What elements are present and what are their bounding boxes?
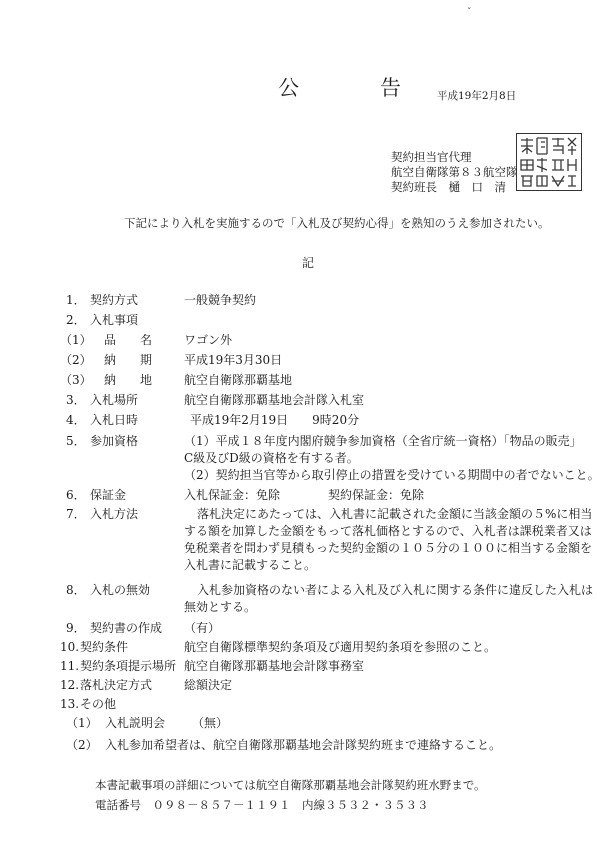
issuer-name: 契約班長 樋 口 清 [391, 180, 506, 194]
item-number: （2） [66, 738, 98, 752]
item-number: 4． [66, 413, 86, 427]
item-label: 契約条件 [80, 640, 129, 654]
item-value: 免税業者を問わず見積もった契約金額の１０５分の１００に相当する金額を [184, 541, 593, 555]
item-value: 航空自衛隊那覇基地会計隊事務室 [184, 659, 365, 673]
item-number: 7． [66, 507, 86, 521]
item-number: 11. [60, 659, 80, 673]
item-value: （2）契約担当官等から取引停止の措置を受けている期間中の者でないこと。 [184, 468, 600, 482]
item-number: 8． [66, 583, 86, 597]
page-title: 公 告 [278, 76, 431, 100]
item-label: 納 地 [104, 373, 153, 387]
item-label: その他 [80, 697, 117, 711]
item-label: 入札の無効 [90, 583, 151, 597]
item-label: 入札場所 [90, 393, 139, 407]
issuer-role: 契約担当官代理 [391, 150, 472, 164]
item-label: 契約条項提示場所 [80, 659, 177, 673]
item-value: 一般競争契約 [184, 293, 257, 307]
item-label: 入札説明会 [105, 716, 166, 730]
intro-text: 下記により入札を実施するので「入札及び契約心得」を熟知のうえ参加されたい。 [124, 216, 550, 230]
item-value: （有） [184, 621, 221, 635]
item-value: （1）平成１８年度内閣府競争参加資格（全省庁統一資格）「物品の販売」 [184, 434, 582, 448]
item-number: 9． [66, 621, 86, 635]
item-value: （無） [192, 716, 229, 730]
item-number: （3） [60, 373, 92, 387]
footer-contact-note: 本書記載事項の詳細については航空自衛隊那覇基地会計隊契約班水野まで。 [95, 778, 486, 792]
item-value: 航空自衛隊那覇基地会計隊入札室 [184, 393, 365, 407]
item-label: 入札事項 [90, 313, 139, 327]
item-value: 平成19年2月19日 9時20分 [190, 413, 360, 427]
item-label: 入札方法 [90, 507, 139, 521]
item-number: 3． [66, 393, 86, 407]
item-number: 12. [60, 678, 80, 692]
item-label: 契約方式 [90, 293, 139, 307]
item-value: 落札決定にあたっては、入札書に記載された金額に当該金額の５%に相当 [197, 507, 593, 521]
item-value: 入札書に記載すること。 [184, 558, 317, 572]
item-number: 13. [60, 697, 80, 711]
item-value: 無効とする。 [184, 600, 257, 614]
item-label: 保証金 [90, 488, 127, 502]
item-value: 総額決定 [184, 678, 233, 692]
official-seal-stamp [516, 133, 582, 191]
item-label: 納 期 [104, 353, 153, 367]
item-label: 契約書の作成 [90, 621, 163, 635]
item-number: （1） [60, 333, 92, 347]
item-number: 10. [60, 640, 80, 654]
item-label: 落札決定方式 [80, 678, 153, 692]
item-value: 航空自衛隊那覇基地 [184, 373, 293, 387]
ki-heading: 記 [302, 256, 315, 270]
scan-mark: ˇ [467, 8, 472, 18]
item-number: （2） [60, 353, 92, 367]
item-label: 入札参加希望者は、航空自衛隊那覇基地会計隊契約班まで連絡すること。 [105, 738, 502, 752]
item-label: 参加資格 [90, 434, 139, 448]
item-label: 入札日時 [90, 413, 139, 427]
item-value: C級及びD級の資格を有する者。 [184, 451, 359, 465]
item-value: 平成19年3月30日 [184, 353, 283, 367]
item-value: 入札保証金：免除 契約保証金：免除 [184, 488, 425, 502]
item-number: 2． [66, 313, 86, 327]
issuer-unit: 航空自衛隊第８３航空隊 [391, 165, 518, 179]
item-label: 品 名 [104, 333, 153, 347]
footer-phone: 電話番号 ０９８－８５７－１１９１ 内線３５３２・３５３３ [95, 798, 429, 812]
item-number: 6． [66, 488, 86, 502]
item-number: （1） [66, 716, 98, 730]
item-number: 5． [66, 434, 86, 448]
notice-date: 平成19年2月8日 [437, 90, 517, 102]
item-value: 航空自衛隊標準契約条項及び適用契約条項を参照のこと。 [184, 640, 497, 654]
item-number: 1． [66, 293, 86, 307]
item-value: する額を加算した金額をもって落札価格とするので、入札者は課税業者又は [184, 524, 592, 538]
item-value: 入札参加資格のない者による入札及び入札に関する条件に違反した入札は [197, 583, 594, 597]
item-value: ワゴン外 [184, 333, 233, 347]
